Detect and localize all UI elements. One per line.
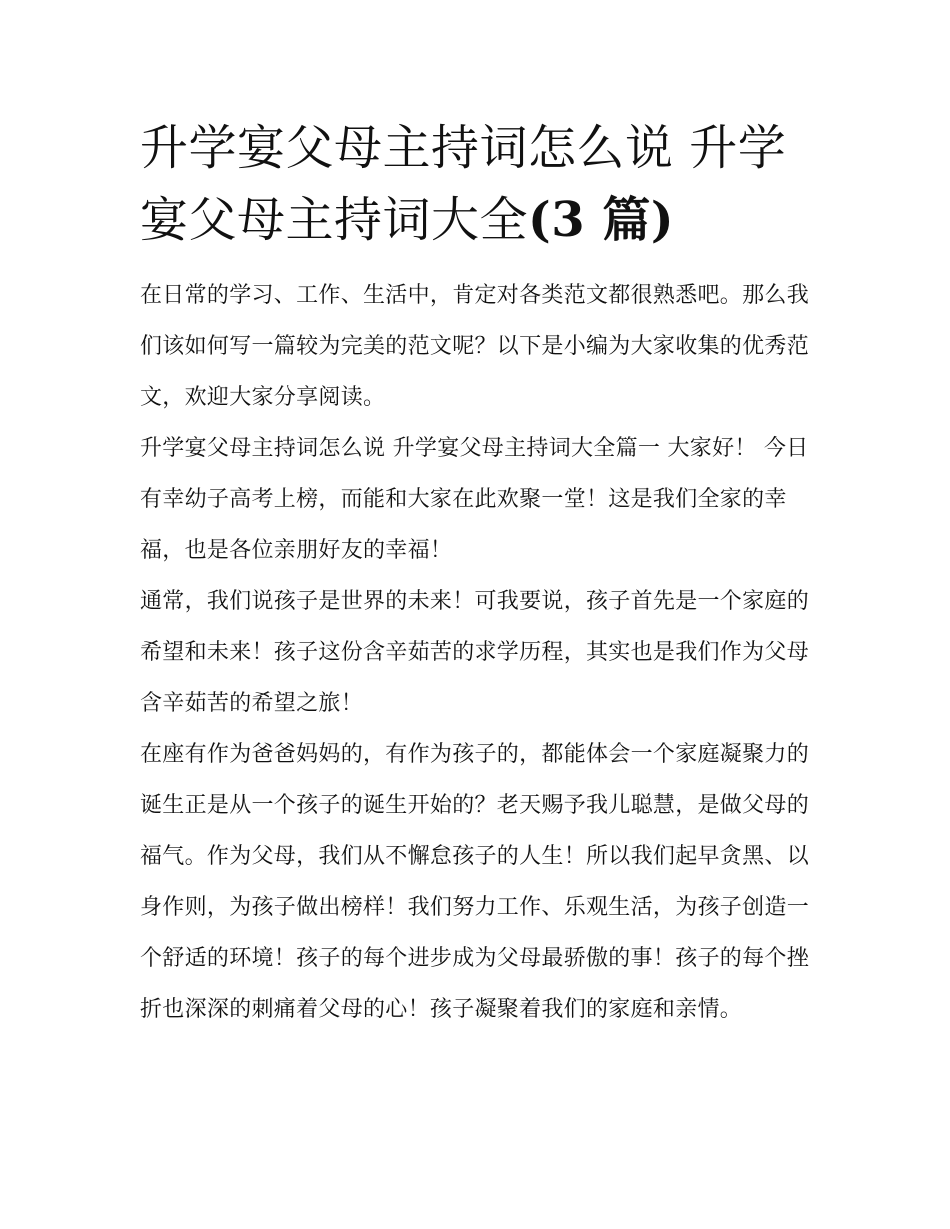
title-count: (3 篇) <box>528 192 675 248</box>
paragraph-future: 通常，我们说孩子是世界的未来！可我要说，孩子首先是一个家庭的希望和未来！孩子这份含辛茹苦的求学历程，其实也是我们作为父母含辛茹苦的希望之旅！ <box>140 589 810 716</box>
paragraph-family: 在座有作为爸爸妈妈的，有作为孩子的，都能体会一个家庭凝聚力的诞生正是从一个孩子的诞生开始的？老天赐予我儿聪慧，是做父母的福气。作为父母，我们从不懈怠孩子的人生！所以我们起早贪黑、以身作则，为孩子做出榜样！我们努力工作、乐观生活，为孩子创造一个舒适的环境！孩子的每个进步成为父母最骄傲的事！孩子的每个挫折也深深的刺痛着父母的心！孩子凝聚着我们的家庭和亲情。 <box>140 742 810 1022</box>
document-title <box>140 112 815 256</box>
title-text: 升学宴父母主持词怎么说 升学宴父母主持词大全 <box>140 120 787 248</box>
paragraph-greeting: 升学宴父母主持词怎么说 升学宴父母主持词大全篇一 大家好！ 今日有幸幼子高考上榜，而能和大家在此欢聚一堂！这是我们全家的幸福，也是各位亲朋好友的幸福！ <box>140 436 809 563</box>
document-body <box>140 270 815 1035</box>
document-page <box>140 112 815 1035</box>
paragraph-intro: 在日常的学习、工作、生活中，肯定对各类范文都很熟悉吧。那么我们该如何写一篇较为完美的范文呢？以下是小编为大家收集的优秀范文，欢迎大家分享阅读。 <box>140 283 810 410</box>
